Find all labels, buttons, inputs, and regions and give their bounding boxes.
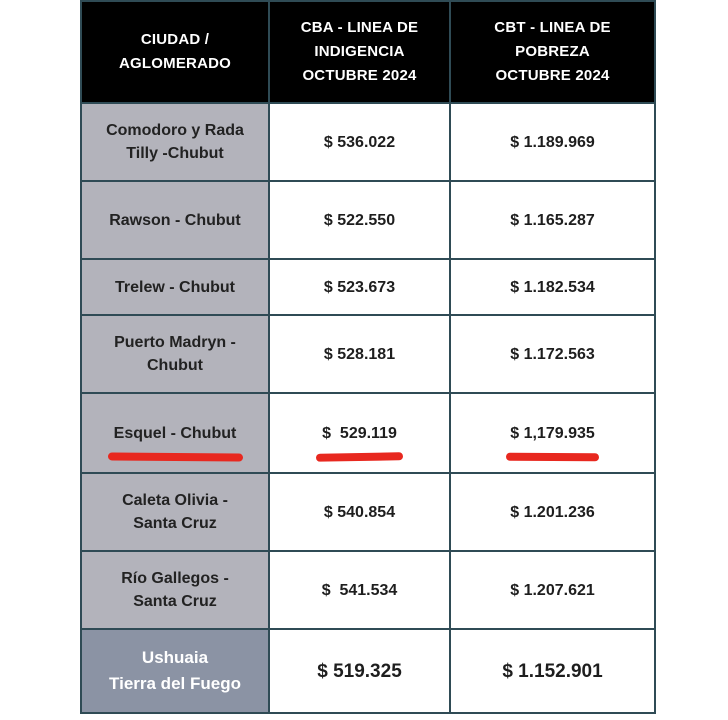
table-row <box>81 629 655 713</box>
table-row <box>81 551 655 629</box>
cbt-value <box>450 393 655 473</box>
city-cell: Rawson - Chubut <box>81 181 269 259</box>
city-cell: Trelew - Chubut <box>81 259 269 315</box>
highlighted-cbt: $ 1,179.935 <box>510 422 595 445</box>
red-underline-mark <box>506 452 599 460</box>
table-row <box>81 259 655 315</box>
cbt-value: $ 1.172.563 <box>450 315 655 393</box>
cba-value: $ 536.022 <box>269 103 450 181</box>
highlighted-cba: $ 529.119 <box>322 422 397 445</box>
cba-value: $ 541.534 <box>269 551 450 629</box>
highlighted-city: Esquel - Chubut <box>114 422 237 445</box>
red-underline-mark <box>316 452 403 462</box>
poverty-line-table <box>80 0 656 714</box>
table-row <box>81 103 655 181</box>
city-cell: Comodoro y Rada Tilly -Chubut <box>81 103 269 181</box>
cba-value: $ 540.854 <box>269 473 450 551</box>
city-cell: Puerto Madryn - Chubut <box>81 315 269 393</box>
red-underline-mark <box>108 452 243 461</box>
table-row <box>81 473 655 551</box>
table-row <box>81 315 655 393</box>
cba-value: $ 528.181 <box>269 315 450 393</box>
cbt-value: $ 1.182.534 <box>450 259 655 315</box>
cbt-value: $ 1.165.287 <box>450 181 655 259</box>
header-cbt: CBT - LINEA DE POBREZA OCTUBRE 2024 <box>450 1 655 103</box>
table-row <box>81 181 655 259</box>
cbt-value: $ 1.189.969 <box>450 103 655 181</box>
header-city: CIUDAD / AGLOMERADO <box>81 1 269 103</box>
header-row <box>81 1 655 103</box>
cba-value <box>269 393 450 473</box>
cba-value: $ 519.325 <box>269 629 450 713</box>
city-cell: Río Gallegos - Santa Cruz <box>81 551 269 629</box>
cba-value: $ 523.673 <box>269 259 450 315</box>
price-table-container <box>80 0 654 720</box>
cbt-value: $ 1.152.901 <box>450 629 655 713</box>
cba-value: $ 522.550 <box>269 181 450 259</box>
city-cell: Caleta Olivia - Santa Cruz <box>81 473 269 551</box>
header-cba: CBA - LINEA DE INDIGENCIA OCTUBRE 2024 <box>269 1 450 103</box>
city-cell <box>81 393 269 473</box>
table-row-highlighted <box>81 393 655 473</box>
cbt-value: $ 1.201.236 <box>450 473 655 551</box>
cbt-value: $ 1.207.621 <box>450 551 655 629</box>
city-cell: Ushuaia Tierra del Fuego <box>81 629 269 713</box>
